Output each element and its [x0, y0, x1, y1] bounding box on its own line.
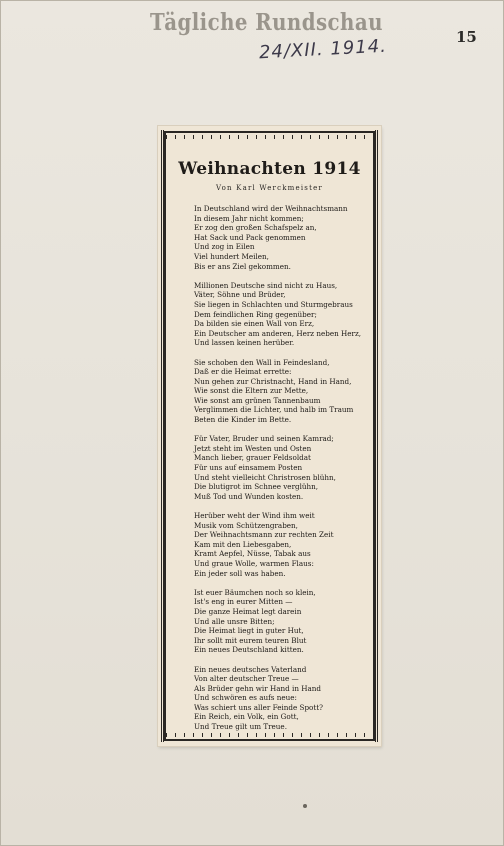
- poem-line: Väter, Söhne und Brüder,: [194, 290, 286, 300]
- poem-line: Bis er ans Ziel gekommen.: [194, 261, 291, 271]
- border-ornament-top: [166, 135, 373, 139]
- poem-line: Dem feindlichen Ring gegenüber;: [194, 309, 317, 319]
- poem-line: Ein jeder soll was haben.: [194, 568, 286, 578]
- poem-line: Viel hundert Meilen,: [194, 251, 269, 261]
- poem-line: Wie sonst die Eltern zur Mette,: [194, 386, 309, 396]
- poem-line: Beten die Kinder im Bette.: [194, 415, 292, 425]
- poem-line: Und steht vielleicht Christrosen blühn,: [194, 472, 336, 482]
- poem-line: Der Weihnachtsmann zur rechten Zeit: [194, 530, 334, 540]
- poem-line: Und graue Wolle, warmen Flaus:: [194, 558, 314, 568]
- poem-line: Musik vom Schützengraben,: [194, 520, 298, 530]
- poem-line: Und alle unsre Bitten;: [194, 616, 275, 626]
- poem-line: Nun gehen zur Christnacht, Hand in Hand,: [194, 376, 352, 386]
- poem-line: Von alter deutscher Treue —: [194, 674, 299, 684]
- poem-line: Was schiert uns aller Feinde Spott?: [194, 702, 324, 712]
- poem-line: Ein Deutscher am anderen, Herz neben Herz,: [194, 328, 362, 338]
- poem-line: Da bilden sie einen Wall von Erz,: [194, 319, 315, 329]
- poem-title: Weihnachten 1914: [178, 159, 361, 179]
- poem-line: Und Treue gilt um Treue.: [194, 722, 287, 732]
- poem-line: Ist euer Bäumchen noch so klein,: [194, 587, 316, 597]
- poem-line: Er zog den großen Schafspelz an,: [194, 223, 317, 233]
- poem-line: Als Brüder gehn wir Hand in Hand: [194, 683, 322, 693]
- poem-line: Wie sonst am grünen Tannenbaum: [194, 395, 321, 405]
- poem-line: Ein Reich, ein Volk, ein Gott,: [194, 712, 299, 722]
- poem-stanza: [194, 588, 371, 655]
- poem-line: Und schwören es aufs neue:: [194, 693, 297, 703]
- poem-line: Ein neues Deutschland kitten.: [194, 645, 304, 655]
- poem-line: Kramt Aepfel, Nüsse, Tabak aus: [194, 549, 311, 559]
- poem-line: Herüber weht der Wind ihm weit: [194, 511, 315, 520]
- newspaper-clipping: [158, 126, 381, 746]
- poem-line: Für Vater, Bruder und seinen Kamrad;: [194, 434, 334, 444]
- poem-stanza: [194, 358, 371, 425]
- poem-author: Von Karl Werckmeister: [216, 184, 323, 192]
- poem-line: Und lassen keinen herüber.: [194, 338, 295, 348]
- poem-line: Ein neues deutsches Vaterland: [194, 664, 307, 674]
- poem-line: Die blutigrot im Schnee verglühn,: [194, 482, 319, 492]
- poem-line: Daß er die Heimat errette:: [194, 367, 292, 377]
- poem-line: Manch lieber, grauer Feldsoldat: [194, 453, 311, 463]
- poem-line: In Deutschland wird der Weihnachtsmann: [194, 204, 348, 213]
- poem-stanza: [194, 511, 371, 578]
- poem-line: Hat Sack und Pack genommen: [194, 232, 306, 242]
- poem-line: Die Heimat liegt in guter Hut,: [194, 626, 304, 636]
- poem-line: Die ganze Heimat legt darein: [194, 606, 302, 616]
- poem-stanza: [194, 204, 371, 271]
- poem-stanza: [194, 665, 371, 732]
- poem-line: Ihr sollt mit eurem teuren Blut: [194, 635, 307, 645]
- poem-line: Sie schoben den Wall in Feindesland,: [194, 357, 330, 367]
- newspaper-stamp: Tägliche Rundschau: [150, 9, 383, 36]
- page-number: 15: [456, 28, 477, 46]
- poem-stanza: [194, 281, 371, 348]
- poem-line: Kam mit den Liebesgaben,: [194, 539, 292, 549]
- poem-stanza: [194, 434, 371, 501]
- poem-line: Millionen Deutsche sind nicht zu Haus,: [194, 280, 338, 290]
- poem-line: Muß Tod und Wunden kosten.: [194, 491, 304, 501]
- poem-line: Ist's eng in eurer Mitten —: [194, 597, 293, 607]
- handwritten-date: 24/XII. 1914.: [258, 35, 388, 64]
- poem-line: Jetzt steht im Westen und Osten: [194, 443, 312, 453]
- poem-line: Sie liegen in Schlachten und Sturmgebraus: [194, 299, 353, 309]
- poem-body: [194, 204, 371, 741]
- ink-dot: [303, 804, 307, 808]
- poem-line: Für uns auf einsamem Posten: [194, 463, 303, 473]
- poem-line: In diesem Jahr nicht kommen;: [194, 213, 304, 223]
- poem-line: Verglimmen die Lichter, und halb im Traum: [194, 405, 354, 415]
- poem-line: Und zog in Eilen: [194, 242, 255, 252]
